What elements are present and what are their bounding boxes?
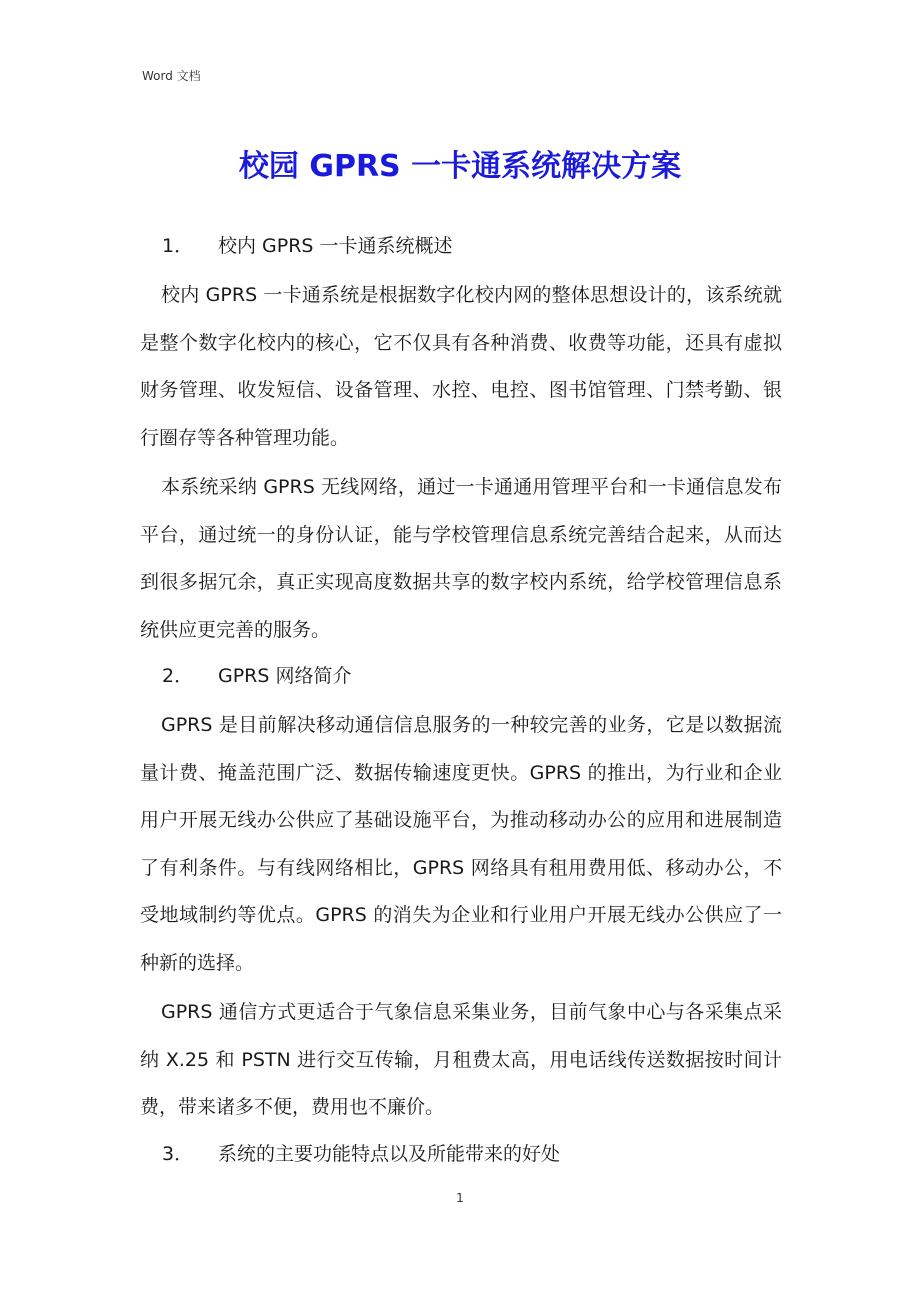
paragraph: GPRS 是目前解决移动通信信息服务的一种较完善的业务，它是以数据流量计费、掩盖范围广泛、数据传输速度更快。GPRS 的推出，为行业和企业用户开展无线办公供应了基础设施平台，为推动移动办公的应用和进展制造了有利条件。与有线网络相比，GPRS 网络具有租用费用低、移动办公，不受地域制约等优点。GPRS 的消失为企业和行业用户开展无线办公供应了一种新的选择。 (140, 714, 782, 974)
section-heading-1 (140, 226, 782, 266)
paragraph: GPRS 通信方式更适合于气象信息采集业务，目前气象中心与各采集点采纳 X.25 和 PSTN 进行交互传输，月租费太高，用电话线传送数据按时间计费，带来诸多不便，费用也不廉价。 (140, 1001, 782, 1118)
section-number: 1． (162, 235, 194, 257)
section-number: 3． (162, 1142, 194, 1165)
section-number: 2． (162, 665, 194, 687)
paragraph: 校内 GPRS 一卡通系统是根据数字化校内网的整体思想设计的，该系统就是整个数字化校内的核心，它不仅具有各种消费、收费等功能，还具有虚拟财务管理、收发短信、设备管理、水控、电控、图书馆管理、门禁考勤、银行圈存等各种管理功能。 (140, 284, 782, 449)
page-number: 1 (456, 1191, 464, 1205)
section-title: 系统的主要功能特点以及所能带来的好处 (218, 1142, 561, 1165)
paragraph: 本系统采纳 GPRS 无线网络，通过一卡通通用管理平台和一卡通信息发布平台，通过统一的身份认证，能与学校管理信息系统完善结合起来，从而达到很多据冗余，真正实现高度数据共享的数字校内系统，给学校管理信息系统供应更完善的服务。 (140, 476, 782, 641)
section-title: GPRS 网络简介 (218, 665, 352, 687)
section-title: 校内 GPRS 一卡通系统概述 (218, 235, 453, 257)
document-body (140, 226, 782, 1180)
section-heading-2 (140, 656, 782, 696)
document-header-label: Word 文档 (142, 69, 201, 83)
section-heading-3 (140, 1134, 782, 1174)
document-title: 校园 GPRS 一卡通系统解决方案 (238, 149, 682, 184)
